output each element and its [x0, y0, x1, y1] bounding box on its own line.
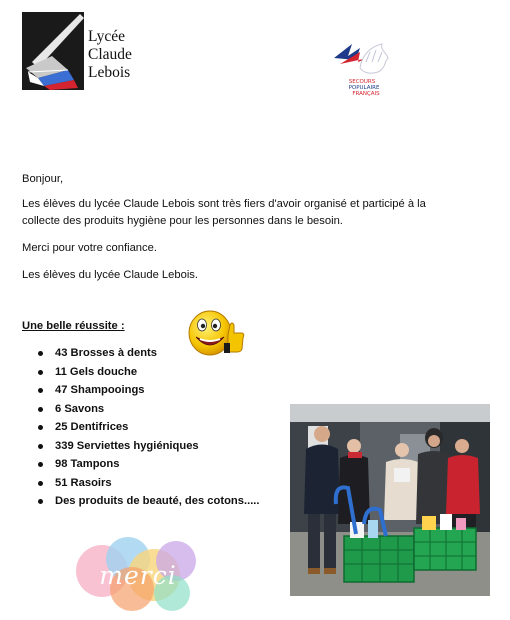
signature-paragraph: Les élèves du lycée Claude Lebois.: [22, 269, 199, 281]
sp-line-1: SECOURS: [348, 79, 376, 85]
logo-line-3: Lebois: [88, 64, 131, 81]
list-item: 6 Savons: [38, 400, 260, 419]
sp-line-2: POPULAIRE: [348, 85, 380, 91]
merci-image: [72, 531, 204, 619]
list-item: 339 Serviettes hygiéniques: [38, 437, 260, 456]
greeting: Bonjour,: [22, 173, 64, 185]
list-item: 11 Gels douche: [38, 363, 260, 382]
logo-line-2: Claude: [88, 46, 132, 63]
results-list: [38, 344, 260, 511]
list-item: 51 Rasoirs: [38, 474, 260, 493]
intro-paragraph: Les élèves du lycée Claude Lebois sont très fiers d'avoir organisé et participé à la collecte des produits hygiène pour les personnes dans le besoin.: [22, 198, 426, 227]
book-logo-icon: [22, 12, 84, 90]
list-item: 98 Tampons: [38, 455, 260, 474]
sp-line-3: FRANÇAIS: [352, 91, 380, 96]
school-logo-text: [88, 28, 132, 82]
school-logo: [22, 12, 134, 90]
list-item: 43 Brosses à dents: [38, 344, 260, 363]
list-item: 25 Dentifrices: [38, 418, 260, 437]
section-title: Une belle réussite :: [22, 320, 125, 332]
group-photo: [290, 404, 490, 596]
merci-text: merci: [99, 561, 177, 590]
logo-line-1: Lycée: [88, 28, 126, 45]
hand-bird-icon: [330, 38, 394, 96]
list-item: Des produits de beauté, des cotons.....: [38, 492, 260, 511]
list-item: 47 Shampooings: [38, 381, 260, 400]
thanks-paragraph: Merci pour votre confiance.: [22, 242, 157, 254]
secours-populaire-logo: [330, 38, 394, 96]
